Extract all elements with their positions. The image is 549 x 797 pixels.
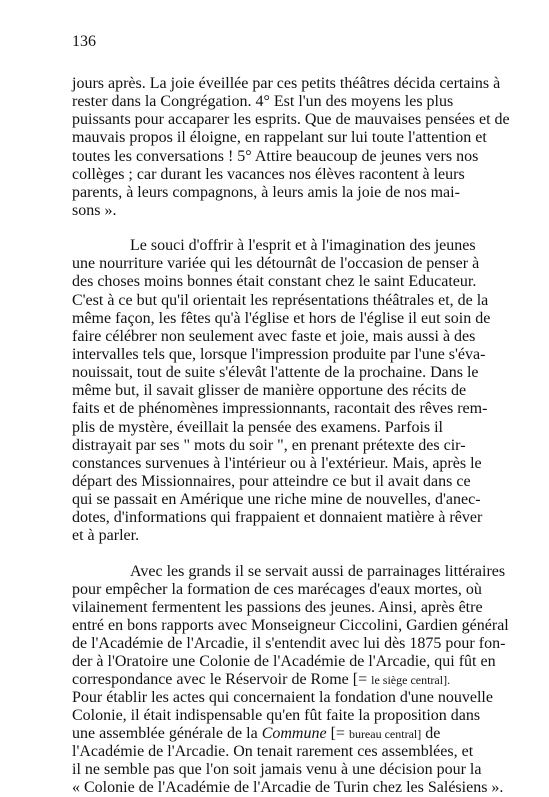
page-number: 136 <box>72 33 96 50</box>
text-line: mauvais propos il éloigne, en rappelant sur lui toute l'attention et <box>72 129 487 146</box>
text-line: départ des Missionnaires, pour atteindre ce but il avait dans ce <box>72 473 471 490</box>
text-line: Colonie, il était indispensable qu'en fût faite la proposition dans <box>72 707 481 724</box>
text-line: der à l'Oratoire une Colonie de l'Académie de l'Arcadie, qui fût en <box>72 653 496 670</box>
text-line: puissants pour accaparer les esprits. Que de mauvaises pensées et de <box>72 111 510 128</box>
text-line: l'Académie de l'Arcadie. On tenait rarement ces assemblées, et <box>72 743 474 760</box>
text-line: même façon, les fêtes qu'à l'église et hors de l'église il eut soin de <box>72 310 491 327</box>
text-line: de l'Académie de l'Arcadie, il s'entendit avec lui dès 1875 pour fon- <box>72 635 506 652</box>
text-line: intervalles tels que, lorsque l'impression produite par l'une s'éva- <box>72 346 486 363</box>
text-line: toutes les conversations ! 5° Attire beaucoup de jeunes vers nos <box>72 148 479 165</box>
text-line: une nourriture variée qui les détournât de l'occasion de penser à <box>72 255 480 272</box>
editorial-note: le siège central]. <box>371 673 451 687</box>
text-segment: [= <box>330 725 345 742</box>
text-line: Le souci d'offrir à l'esprit et à l'imagination des jeunes <box>130 237 476 254</box>
editorial-note: bureau central] <box>348 727 422 741</box>
text-line <box>0 671 549 689</box>
text-line: même but, il savait glisser de manière opportune des récits de <box>72 382 467 399</box>
text-line: pour empêcher la formation de ces marécages d'eaux mortes, où <box>72 581 482 598</box>
text-line: rester dans la Congrégation. 4° Est l'un des moyens les plus <box>72 93 454 110</box>
text-line: plis de mystère, éveillait la pensée des examens. Parfois il <box>72 419 443 436</box>
text-line: C'est à ce but qu'il orientait les représentations théâtrales et, de la <box>72 292 489 309</box>
italic-term: Commune <box>261 725 327 742</box>
text-line: vilainement fermentent les passions des jeunes. Ainsi, après être <box>72 599 483 616</box>
text-segment: une assemblée générale de la <box>72 725 258 742</box>
text-line: parents, à leurs compagnons, à leurs amis la joie de nos mai- <box>72 184 460 201</box>
text-line: des choses moins bonnes était constant chez le saint Educateur. <box>72 273 477 290</box>
text-line: collèges ; car durant les vacances nos élèves racontent à leurs <box>72 166 465 183</box>
text-line: constances survenues à l'intérieur ou à l'extérieur. Mais, après le <box>72 455 482 472</box>
text-line: il ne semble pas que l'on soit jamais venu à une décision pour la <box>72 761 482 778</box>
text-line: et à parler. <box>72 527 140 544</box>
text-line: jours après. La joie éveillée par ces petits théâtres décida certains à <box>72 75 501 92</box>
text-segment: de <box>425 725 441 742</box>
text-line: qui se passait en Amérique une riche mine de nouvelles, d'anec- <box>72 491 481 508</box>
text-line: entré en bons rapports avec Monseigneur Ciccolini, Gardien général <box>72 617 509 634</box>
text-line: Pour établir les actes qui concernaient la fondation d'une nouvelle <box>72 689 493 706</box>
text-line <box>0 725 549 743</box>
text-line: dotes, d'informations qui frappaient et donnaient matière à rêver <box>72 509 483 526</box>
text-line: Avec les grands il se servait aussi de parrainages littéraires <box>130 563 506 580</box>
text-line: « Colonie de l'Académie de l'Arcadie de Turin chez les Salésiens ». <box>72 779 504 796</box>
text-line: faits et de phénomènes impressionnants, racontait des rêves rem- <box>72 400 488 417</box>
text-line: faire célébrer non seulement avec faste et joie, mais aussi à des <box>72 328 476 345</box>
text-line: distrayait par ses " mots du soir ", en prenant prétexte des cir- <box>72 437 466 454</box>
text-line: sons ». <box>72 202 117 219</box>
text-segment: correspondance avec le Réservoir de Rome [= <box>72 671 368 688</box>
text-line: nouissait, tout de suite s'élevât l'attente de la prochaine. Dans le <box>72 364 479 381</box>
